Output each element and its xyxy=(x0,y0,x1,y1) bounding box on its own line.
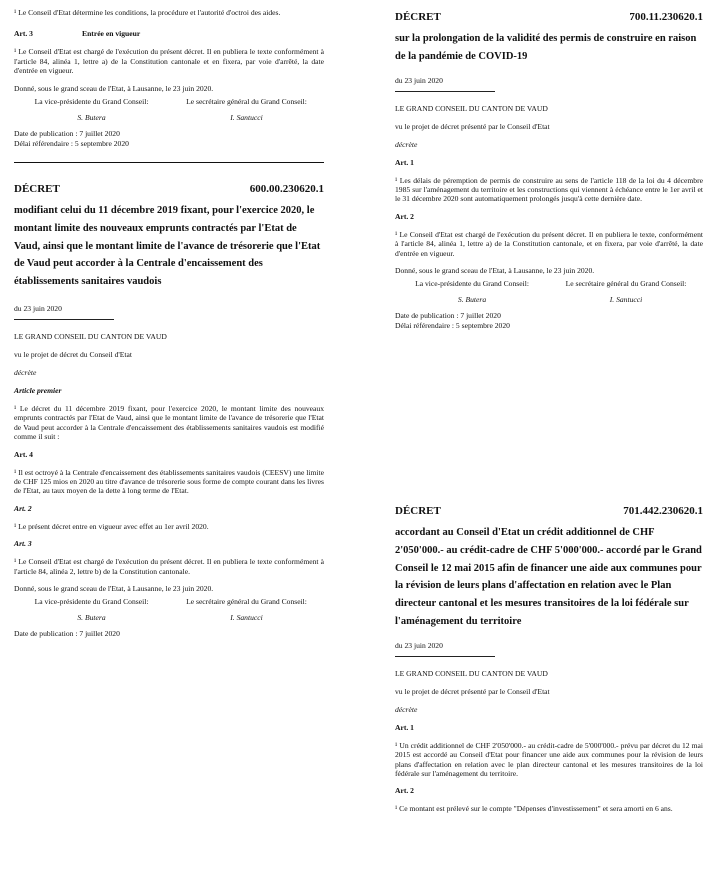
paragraph: ¹ Le Conseil d'Etat est chargé de l'exécution du présent décret. Il en publiera le texte, conformément à l'article 84, alinéa 1, lettre a) de la Constitution cantonale, et en fixera, par voie d'arrêté, la date d'entrée en vigueur. xyxy=(395,229,703,258)
signature-name: I. Santucci xyxy=(230,613,263,623)
right-column-lower xyxy=(395,504,703,814)
article-label: Art. 3 xyxy=(14,29,33,39)
paragraph: ¹ Le décret du 11 décembre 2019 fixant, pour l'exercice 2020, le montant limite des nouveaux emprunts contractés par l'Etat de Vaud, ainsi que le montant limite de l'avance de trésorerie que l'Etat de Vaud peut accorder à la Centrale d'encaissement des établissements sanitaires vaudois est modifié comme il suit : xyxy=(14,404,324,442)
signature-names xyxy=(395,295,703,305)
article-label: Art. 4 xyxy=(14,449,33,459)
right-column xyxy=(395,0,703,331)
signature-roles xyxy=(14,97,324,107)
decree-header xyxy=(395,10,703,24)
vu-line: vu le projet de décret présenté par le Conseil d'Etat xyxy=(395,121,550,131)
article-label: Art. 1 xyxy=(395,157,414,167)
grand-conseil: LE GRAND CONSEIL DU CANTON DE VAUD xyxy=(395,103,548,113)
paragraph: ¹ Un crédit additionnel de CHF 2'050'000.- au crédit-cadre de 5'000'000.- prévu par décret du 12 mai 2015 est accordé au Conseil d'Etat pour financer une aide aux communes pour la révision de leurs plans d'affectation en relation avec le plan directeur cantonal et les mesures transitoires de la loi fédérale sur l'aménagement du territoire. xyxy=(395,740,703,778)
decree-number: 701.442.230620.1 xyxy=(623,505,703,517)
signature-name: S. Butera xyxy=(457,295,487,305)
signature-role: Le secrétaire général du Grand Conseil: xyxy=(565,279,687,289)
signature-role: La vice-présidente du Grand Conseil: xyxy=(34,597,149,607)
left-column xyxy=(14,0,324,639)
decree-number: 600.00.230620.1 xyxy=(249,183,324,196)
decree-kind: DÉCRET xyxy=(395,505,441,517)
decree-header xyxy=(395,504,703,518)
decree-date: du 23 juin 2020 xyxy=(395,640,443,650)
decrete-line: décrète xyxy=(395,704,418,714)
decree-kind: DÉCRET xyxy=(14,183,60,196)
article-label: Art. 1 xyxy=(395,722,414,732)
signature-roles xyxy=(395,279,703,289)
signature-names xyxy=(14,113,324,123)
article-label: Art. 2 xyxy=(395,786,414,796)
signature-name: I. Santucci xyxy=(230,113,263,123)
grand-conseil: LE GRAND CONSEIL DU CANTON DE VAUD xyxy=(395,668,548,678)
decree-title: modifiant celui du 11 décembre 2019 fixant, pour l'exercice 2020, le montant limite des nouveaux emprunts contractés par l'Etat de Vaud, ainsi que le montant limite de l'avance de trésorerie que l'Etat de Vaud peut accorder à la Centrale d'encaissement des établissements sanitaires vaudois xyxy=(14,205,321,288)
decree-date: du 23 juin 2020 xyxy=(395,75,443,85)
signature-role: La vice-présidente du Grand Conseil: xyxy=(415,279,529,289)
referendum-deadline: Délai référendaire : 5 septembre 2020 xyxy=(395,321,510,331)
article-title: Entrée en vigueur xyxy=(82,29,141,39)
referendum-deadline: Délai référendaire : 5 septembre 2020 xyxy=(14,139,129,149)
decree-title: sur la prolongation de la validité des permis de construire en raison de la pandémie de COVID-19 xyxy=(395,33,697,62)
signature-names xyxy=(14,613,324,623)
paragraph: ¹ Les délais de péremption de permis de construire au sens de l'article 118 de la loi du 4 décembre 1985 sur l'aménagement du territoire et les constructions qui viennent à échéance entre le 1er avril et le 31 décembre 2020 sont automatiquement prolongés jusqu'à cette dernière date. xyxy=(395,175,703,204)
given-line: Donné, sous le grand sceau de l'Etat, à Lausanne, le 23 juin 2020. xyxy=(14,83,214,93)
article-label: Art. 2 xyxy=(14,503,32,513)
decree-header xyxy=(14,182,324,196)
signature-name: S. Butera xyxy=(77,113,106,123)
given-line: Donné, sous le grand sceau de l'Etat, à Lausanne, le 23 juin 2020. xyxy=(14,584,214,594)
vu-line: vu le projet de décret du Conseil d'Etat xyxy=(14,350,132,360)
signature-name: I. Santucci xyxy=(609,295,643,305)
article-label: Art. 2 xyxy=(395,211,414,221)
publication-date: Date de publication : 7 juillet 2020 xyxy=(14,129,120,139)
signature-roles xyxy=(14,597,324,607)
signature-role: Le secrétaire général du Grand Conseil: xyxy=(186,97,307,107)
decree-title: accordant au Conseil d'Etat un crédit additionnel de CHF 2'050'000.- au crédit-cadre de CHF 5'000'000.- accordé par le Grand Conseil le 12 mai 2015 afin de financer une aide aux communes pour la révision de leurs plans d'affectation en relation avec le Plan directeur cantonal et les mesures transitoires de la loi fédérale sur l'aménagement du territoire xyxy=(395,527,702,627)
paragraph: ¹ Le présent décret entre en vigueur avec effet au 1er avril 2020. xyxy=(14,521,209,531)
paragraph: ¹ Le Conseil d'Etat est chargé de l'exécution du présent décret. Il en publiera le texte conformément à l'article 84, alinéa 2, lettre b) de la Constitution cantonale. xyxy=(14,557,324,576)
article-label: Article premier xyxy=(14,386,62,396)
signature-name: S. Butera xyxy=(77,613,106,623)
decree-kind: DÉCRET xyxy=(395,11,441,23)
decrete-line: décrète xyxy=(395,139,418,149)
article-label: Art. 3 xyxy=(14,539,32,549)
publication-date: Date de publication : 7 juillet 2020 xyxy=(14,629,120,639)
signature-role: La vice-présidente du Grand Conseil: xyxy=(34,97,149,107)
decree-date: du 23 juin 2020 xyxy=(14,304,62,314)
decree-number: 700.11.230620.1 xyxy=(629,11,703,23)
grand-conseil: LE GRAND CONSEIL DU CANTON DE VAUD xyxy=(14,332,167,342)
given-line: Donné, sous le grand sceau de l'Etat, à Lausanne, le 23 juin 2020. xyxy=(395,266,595,276)
paragraph: ¹ Il est octroyé à la Centrale d'encaissement des établissements sanitaires vaudois (CEESV) une limite de CHF 125 mios en 2020 au titre d'avance de trésorerie sous forme de compte courant dans les livres de l'Etat, au taux moyen de la dette à long terme de l'Etat. xyxy=(14,467,324,496)
publication-date: Date de publication : 7 juillet 2020 xyxy=(395,311,501,321)
paragraph: ¹ Ce montant est prélevé sur le compte "Dépenses d'investissement" et sera amorti en 6 ans. xyxy=(395,804,673,814)
decrete-line: décrète xyxy=(14,368,37,378)
paragraph: ¹ Le Conseil d'Etat détermine les conditions, la procédure et l'autorité d'octroi des aides. xyxy=(14,8,281,17)
article-heading xyxy=(14,29,324,39)
signature-role: Le secrétaire général du Grand Conseil: xyxy=(186,597,307,607)
vu-line: vu le projet de décret présenté par le Conseil d'Etat xyxy=(395,686,550,696)
paragraph: ¹ Le Conseil d'Etat est chargé de l'exécution du présent décret. Il en publiera le texte conformément à l'article 84, alinéa 1, lettre a) de la Constitution cantonale et en fixera, par voie d'arrêté, la date d'entrée en vigueur. xyxy=(14,47,324,76)
